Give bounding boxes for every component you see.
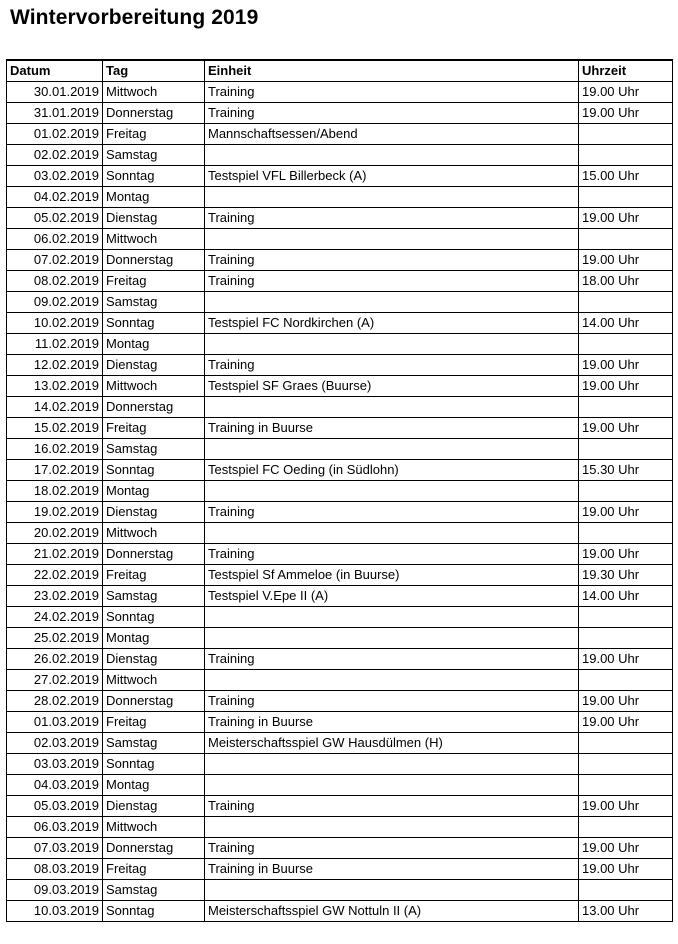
table-row bbox=[7, 838, 673, 859]
table-row bbox=[7, 544, 673, 565]
table-row bbox=[7, 481, 673, 502]
schedule-table bbox=[6, 59, 673, 922]
table-row bbox=[7, 166, 673, 187]
cell-uhrzeit: 19.00 Uhr bbox=[579, 208, 673, 229]
cell-datum: 11.02.2019 bbox=[7, 334, 103, 355]
cell-uhrzeit: 19.00 Uhr bbox=[579, 418, 673, 439]
table-row bbox=[7, 397, 673, 418]
cell-einheit bbox=[205, 145, 579, 166]
cell-uhrzeit bbox=[579, 880, 673, 901]
cell-einheit bbox=[205, 817, 579, 838]
cell-uhrzeit: 19.30 Uhr bbox=[579, 565, 673, 586]
cell-uhrzeit bbox=[579, 775, 673, 796]
cell-tag: Montag bbox=[103, 775, 205, 796]
cell-einheit bbox=[205, 292, 579, 313]
cell-tag: Donnerstag bbox=[103, 691, 205, 712]
table-header-row bbox=[7, 60, 673, 82]
cell-einheit: Training bbox=[205, 250, 579, 271]
cell-einheit: Training bbox=[205, 838, 579, 859]
cell-uhrzeit bbox=[579, 187, 673, 208]
page-title: Wintervorbereitung 2019 bbox=[10, 6, 259, 29]
cell-einheit: Training in Buurse bbox=[205, 418, 579, 439]
cell-einheit: Meisterschaftsspiel GW Nottuln II (A) bbox=[205, 901, 579, 922]
cell-einheit: Training bbox=[205, 103, 579, 124]
cell-einheit: Training bbox=[205, 796, 579, 817]
cell-uhrzeit: 15.00 Uhr bbox=[579, 166, 673, 187]
cell-tag: Mittwoch bbox=[103, 817, 205, 838]
cell-einheit: Testspiel SF Graes (Buurse) bbox=[205, 376, 579, 397]
cell-uhrzeit: 19.00 Uhr bbox=[579, 712, 673, 733]
cell-einheit: Training bbox=[205, 208, 579, 229]
cell-tag: Donnerstag bbox=[103, 544, 205, 565]
cell-uhrzeit bbox=[579, 124, 673, 145]
cell-tag: Samstag bbox=[103, 439, 205, 460]
cell-uhrzeit: 15.30 Uhr bbox=[579, 460, 673, 481]
table-row bbox=[7, 376, 673, 397]
cell-datum: 19.02.2019 bbox=[7, 502, 103, 523]
cell-datum: 03.02.2019 bbox=[7, 166, 103, 187]
cell-tag: Freitag bbox=[103, 859, 205, 880]
cell-datum: 15.02.2019 bbox=[7, 418, 103, 439]
cell-einheit bbox=[205, 187, 579, 208]
cell-einheit: Training bbox=[205, 271, 579, 292]
cell-uhrzeit: 19.00 Uhr bbox=[579, 838, 673, 859]
cell-tag: Mittwoch bbox=[103, 376, 205, 397]
cell-tag: Samstag bbox=[103, 145, 205, 166]
cell-einheit: Testspiel Sf Ammeloe (in Buurse) bbox=[205, 565, 579, 586]
cell-uhrzeit bbox=[579, 439, 673, 460]
cell-datum: 14.02.2019 bbox=[7, 397, 103, 418]
cell-datum: 09.03.2019 bbox=[7, 880, 103, 901]
cell-datum: 30.01.2019 bbox=[7, 82, 103, 103]
cell-einheit: Training bbox=[205, 502, 579, 523]
cell-datum: 17.02.2019 bbox=[7, 460, 103, 481]
cell-einheit: Training bbox=[205, 355, 579, 376]
cell-tag: Samstag bbox=[103, 292, 205, 313]
cell-datum: 06.02.2019 bbox=[7, 229, 103, 250]
cell-tag: Samstag bbox=[103, 586, 205, 607]
table-row bbox=[7, 586, 673, 607]
cell-uhrzeit: 19.00 Uhr bbox=[579, 796, 673, 817]
cell-uhrzeit: 19.00 Uhr bbox=[579, 82, 673, 103]
table-row bbox=[7, 250, 673, 271]
table-row bbox=[7, 355, 673, 376]
table-row bbox=[7, 271, 673, 292]
cell-einheit: Training bbox=[205, 691, 579, 712]
cell-einheit: Training in Buurse bbox=[205, 712, 579, 733]
cell-datum: 02.02.2019 bbox=[7, 145, 103, 166]
cell-tag: Donnerstag bbox=[103, 838, 205, 859]
cell-einheit bbox=[205, 880, 579, 901]
cell-einheit: Training bbox=[205, 649, 579, 670]
cell-datum: 27.02.2019 bbox=[7, 670, 103, 691]
cell-uhrzeit: 19.00 Uhr bbox=[579, 355, 673, 376]
cell-einheit bbox=[205, 334, 579, 355]
cell-einheit bbox=[205, 607, 579, 628]
cell-uhrzeit: 19.00 Uhr bbox=[579, 250, 673, 271]
cell-datum: 02.03.2019 bbox=[7, 733, 103, 754]
cell-tag: Mittwoch bbox=[103, 82, 205, 103]
cell-uhrzeit: 19.00 Uhr bbox=[579, 103, 673, 124]
header-datum: Datum bbox=[7, 60, 103, 82]
cell-uhrzeit: 14.00 Uhr bbox=[579, 313, 673, 334]
cell-einheit bbox=[205, 754, 579, 775]
cell-tag: Samstag bbox=[103, 880, 205, 901]
cell-tag: Montag bbox=[103, 187, 205, 208]
cell-tag: Sonntag bbox=[103, 313, 205, 334]
cell-tag: Dienstag bbox=[103, 502, 205, 523]
table-row bbox=[7, 733, 673, 754]
cell-tag: Dienstag bbox=[103, 355, 205, 376]
cell-tag: Donnerstag bbox=[103, 103, 205, 124]
table-row bbox=[7, 229, 673, 250]
table-row bbox=[7, 292, 673, 313]
table-row bbox=[7, 460, 673, 481]
cell-uhrzeit bbox=[579, 607, 673, 628]
cell-datum: 13.02.2019 bbox=[7, 376, 103, 397]
cell-tag: Dienstag bbox=[103, 208, 205, 229]
header-tag: Tag bbox=[103, 60, 205, 82]
cell-tag: Montag bbox=[103, 628, 205, 649]
cell-einheit bbox=[205, 229, 579, 250]
cell-tag: Freitag bbox=[103, 271, 205, 292]
cell-datum: 31.01.2019 bbox=[7, 103, 103, 124]
cell-einheit bbox=[205, 775, 579, 796]
cell-datum: 24.02.2019 bbox=[7, 607, 103, 628]
table-row bbox=[7, 775, 673, 796]
cell-tag: Mittwoch bbox=[103, 523, 205, 544]
cell-datum: 18.02.2019 bbox=[7, 481, 103, 502]
cell-tag: Mittwoch bbox=[103, 670, 205, 691]
cell-tag: Donnerstag bbox=[103, 250, 205, 271]
cell-uhrzeit bbox=[579, 229, 673, 250]
table-body bbox=[7, 82, 673, 922]
table-row bbox=[7, 712, 673, 733]
cell-uhrzeit: 19.00 Uhr bbox=[579, 376, 673, 397]
header-einheit: Einheit bbox=[205, 60, 579, 82]
cell-einheit bbox=[205, 397, 579, 418]
cell-datum: 16.02.2019 bbox=[7, 439, 103, 460]
cell-datum: 04.03.2019 bbox=[7, 775, 103, 796]
cell-uhrzeit bbox=[579, 670, 673, 691]
cell-uhrzeit: 19.00 Uhr bbox=[579, 649, 673, 670]
table-row bbox=[7, 817, 673, 838]
table-row bbox=[7, 649, 673, 670]
cell-datum: 03.03.2019 bbox=[7, 754, 103, 775]
cell-einheit: Testspiel V.Epe II (A) bbox=[205, 586, 579, 607]
cell-datum: 04.02.2019 bbox=[7, 187, 103, 208]
cell-datum: 09.02.2019 bbox=[7, 292, 103, 313]
table-row bbox=[7, 670, 673, 691]
cell-tag: Montag bbox=[103, 334, 205, 355]
cell-datum: 05.02.2019 bbox=[7, 208, 103, 229]
cell-datum: 07.02.2019 bbox=[7, 250, 103, 271]
cell-einheit bbox=[205, 439, 579, 460]
cell-einheit bbox=[205, 481, 579, 502]
cell-tag: Freitag bbox=[103, 712, 205, 733]
cell-tag: Sonntag bbox=[103, 901, 205, 922]
cell-einheit: Training bbox=[205, 82, 579, 103]
cell-datum: 12.02.2019 bbox=[7, 355, 103, 376]
cell-einheit: Training bbox=[205, 544, 579, 565]
cell-uhrzeit bbox=[579, 397, 673, 418]
table-row bbox=[7, 313, 673, 334]
cell-uhrzeit: 14.00 Uhr bbox=[579, 586, 673, 607]
cell-tag: Freitag bbox=[103, 418, 205, 439]
table-row bbox=[7, 859, 673, 880]
cell-datum: 22.02.2019 bbox=[7, 565, 103, 586]
cell-uhrzeit: 19.00 Uhr bbox=[579, 502, 673, 523]
cell-einheit bbox=[205, 523, 579, 544]
cell-datum: 08.03.2019 bbox=[7, 859, 103, 880]
cell-tag: Dienstag bbox=[103, 649, 205, 670]
cell-datum: 07.03.2019 bbox=[7, 838, 103, 859]
cell-uhrzeit: 19.00 Uhr bbox=[579, 859, 673, 880]
cell-uhrzeit: 19.00 Uhr bbox=[579, 544, 673, 565]
table-row bbox=[7, 523, 673, 544]
cell-uhrzeit bbox=[579, 334, 673, 355]
table-row bbox=[7, 124, 673, 145]
cell-tag: Freitag bbox=[103, 124, 205, 145]
cell-einheit: Training in Buurse bbox=[205, 859, 579, 880]
cell-tag: Donnerstag bbox=[103, 397, 205, 418]
cell-tag: Montag bbox=[103, 481, 205, 502]
cell-tag: Samstag bbox=[103, 733, 205, 754]
cell-uhrzeit bbox=[579, 817, 673, 838]
table-row bbox=[7, 334, 673, 355]
cell-uhrzeit bbox=[579, 145, 673, 166]
cell-datum: 21.02.2019 bbox=[7, 544, 103, 565]
cell-uhrzeit bbox=[579, 481, 673, 502]
table-row bbox=[7, 208, 673, 229]
cell-einheit: Mannschaftsessen/Abend bbox=[205, 124, 579, 145]
table-row bbox=[7, 796, 673, 817]
cell-einheit bbox=[205, 670, 579, 691]
cell-uhrzeit bbox=[579, 754, 673, 775]
table-row bbox=[7, 754, 673, 775]
cell-tag: Sonntag bbox=[103, 460, 205, 481]
table-row bbox=[7, 607, 673, 628]
table-row bbox=[7, 691, 673, 712]
cell-datum: 06.03.2019 bbox=[7, 817, 103, 838]
cell-datum: 28.02.2019 bbox=[7, 691, 103, 712]
table-row bbox=[7, 565, 673, 586]
table-row bbox=[7, 103, 673, 124]
cell-uhrzeit bbox=[579, 523, 673, 544]
table-row bbox=[7, 418, 673, 439]
cell-tag: Sonntag bbox=[103, 607, 205, 628]
cell-uhrzeit: 19.00 Uhr bbox=[579, 691, 673, 712]
cell-datum: 05.03.2019 bbox=[7, 796, 103, 817]
cell-einheit: Testspiel FC Nordkirchen (A) bbox=[205, 313, 579, 334]
cell-datum: 25.02.2019 bbox=[7, 628, 103, 649]
cell-datum: 01.03.2019 bbox=[7, 712, 103, 733]
cell-tag: Mittwoch bbox=[103, 229, 205, 250]
table-row bbox=[7, 187, 673, 208]
cell-datum: 23.02.2019 bbox=[7, 586, 103, 607]
cell-uhrzeit bbox=[579, 733, 673, 754]
cell-datum: 10.03.2019 bbox=[7, 901, 103, 922]
cell-einheit: Meisterschaftsspiel GW Hausdülmen (H) bbox=[205, 733, 579, 754]
table-row bbox=[7, 439, 673, 460]
table-row bbox=[7, 82, 673, 103]
cell-tag: Sonntag bbox=[103, 754, 205, 775]
cell-einheit: Testspiel FC Oeding (in Südlohn) bbox=[205, 460, 579, 481]
table-row bbox=[7, 880, 673, 901]
cell-einheit: Testspiel VFL Billerbeck (A) bbox=[205, 166, 579, 187]
cell-datum: 26.02.2019 bbox=[7, 649, 103, 670]
table-row bbox=[7, 628, 673, 649]
table-row bbox=[7, 502, 673, 523]
cell-datum: 20.02.2019 bbox=[7, 523, 103, 544]
cell-tag: Dienstag bbox=[103, 796, 205, 817]
cell-uhrzeit: 18.00 Uhr bbox=[579, 271, 673, 292]
cell-tag: Freitag bbox=[103, 565, 205, 586]
table-row bbox=[7, 901, 673, 922]
cell-tag: Sonntag bbox=[103, 166, 205, 187]
cell-datum: 10.02.2019 bbox=[7, 313, 103, 334]
cell-uhrzeit bbox=[579, 292, 673, 313]
header-uhrzeit: Uhrzeit bbox=[579, 60, 673, 82]
cell-uhrzeit bbox=[579, 628, 673, 649]
table-row bbox=[7, 145, 673, 166]
cell-datum: 01.02.2019 bbox=[7, 124, 103, 145]
cell-datum: 08.02.2019 bbox=[7, 271, 103, 292]
cell-uhrzeit: 13.00 Uhr bbox=[579, 901, 673, 922]
cell-einheit bbox=[205, 628, 579, 649]
